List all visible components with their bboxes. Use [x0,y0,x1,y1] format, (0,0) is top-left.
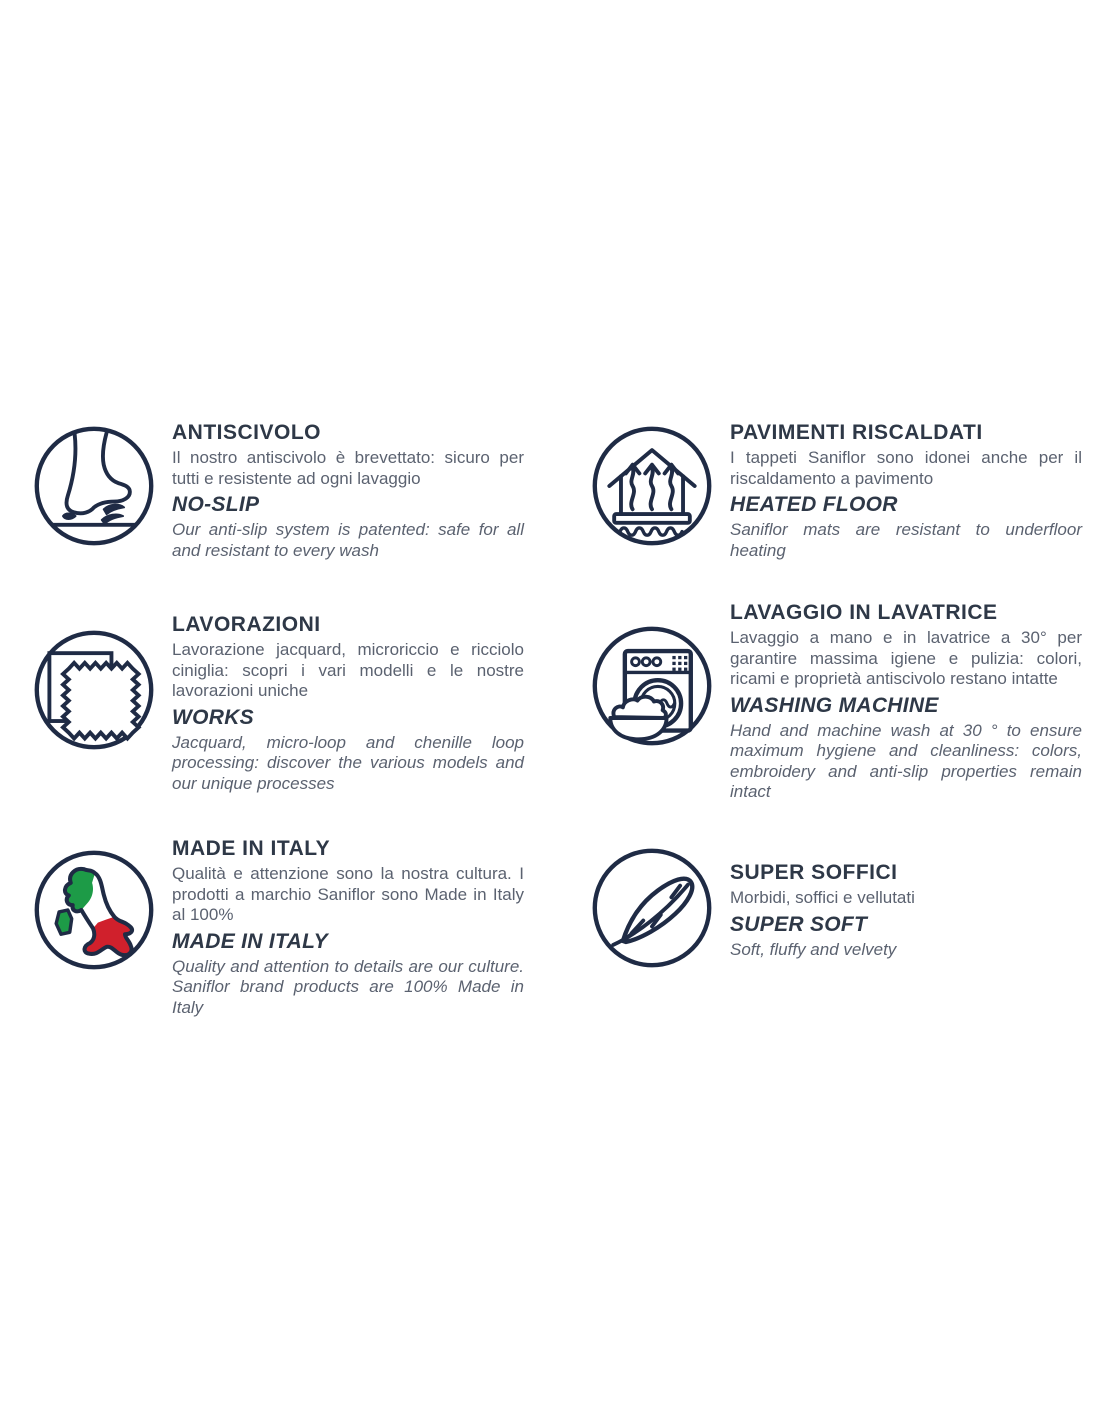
feature-title-it: LAVORAZIONI [172,613,321,636]
feature-title-it: MADE IN ITALY [172,837,331,860]
feature-title-en: WASHING MACHINE [730,693,939,717]
feature-desc-it: Lavaggio a mano e in lavatrice a 30° per garantire massima igiene e pulizia: colori, ricami e proprietà antiscivolo restano intatte [730,628,1082,688]
feature-desc-en: Jacquard, micro-loop and chenille loop processing: discover the various models and our unique processes [172,732,524,793]
foot-icon [30,422,158,550]
feature-desc-it: Qualità e attenzione sono la nostra cultura. I prodotti a marchio Saniflor sono Made in Italy al 100% [172,864,524,924]
feature-title-it: SUPER SOFFICI [730,861,898,884]
feather-icon [588,844,716,972]
feature-super-soft [588,860,1084,960]
feature-title-en: NO-SLIP [172,493,260,516]
feature-desc-it: Morbidi, soffici e vellutati [730,888,915,907]
washing-machine-icon [588,622,716,750]
feature-desc-en: Quality and attention to details are our culture. Saniflor brand products are 100% Made in Italy [172,956,524,1017]
fabric-swatch-icon [30,626,158,754]
heated-floor-icon [588,422,716,550]
feature-desc-en: Our anti-slip system is patented: safe for all and resistant to every wash [172,520,524,560]
feature-title-it: ANTISCIVOLO [172,421,322,444]
feature-desc-it: Lavorazione jacquard, microriccio e ricciolo ciniglia: scopri i vari modelli e le nostre lavorazioni uniche [172,640,524,700]
feature-desc-it: Il nostro antiscivolo è brevettato: sicuro per tutti e resistente ad ogni lavaggio [172,448,524,488]
feature-title-en: WORKS [172,705,254,729]
feature-no-slip [30,420,526,561]
feature-title-en: SUPER SOFT [730,912,868,936]
feature-title-it: PAVIMENTI RISCALDATI [730,421,983,444]
feature-desc-en: Hand and machine wash at 30 ° to ensure maximum hygiene and cleanliness: colors, embroidery and anti-slip properties remain intact [730,720,1082,801]
feature-title-it: LAVAGGIO IN LAVATRICE [730,601,998,624]
italy-map-icon [30,846,158,974]
feature-desc-en: Soft, fluffy and velvety [730,939,897,959]
feature-washing-machine [588,600,1084,803]
feature-made-in-italy [30,836,526,1018]
feature-desc-it: I tappeti Saniflor sono idonei anche per il riscaldamento a pavimento [730,448,1082,488]
feature-heated-floor [588,420,1084,561]
feature-desc-en: Saniflor mats are resistant to underfloor heating [730,520,1082,560]
feature-title-en: HEATED FLOOR [730,493,898,516]
feature-title-en: MADE IN ITALY [172,929,328,953]
feature-works [30,612,526,794]
